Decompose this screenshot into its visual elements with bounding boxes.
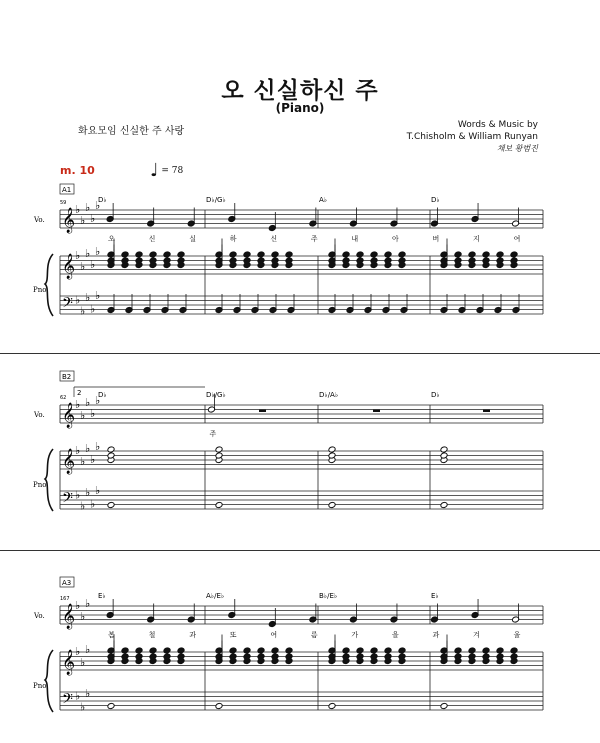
flat-sign: ♭ bbox=[75, 645, 81, 658]
note-head bbox=[107, 703, 115, 710]
flat-sign: ♭ bbox=[80, 304, 86, 318]
chord-symbol: A♭ bbox=[319, 196, 328, 204]
piano-label: Pno. bbox=[33, 481, 49, 489]
note-head bbox=[215, 502, 223, 509]
chord-symbol: A♭/E♭ bbox=[206, 592, 225, 600]
note-head bbox=[121, 647, 129, 654]
voice-label: Vo. bbox=[34, 612, 45, 620]
note-head bbox=[328, 502, 336, 509]
note-head bbox=[243, 251, 251, 258]
chord-symbol: D♭ bbox=[98, 391, 107, 399]
rehearsal-mark: B2 bbox=[62, 373, 72, 381]
flat-sign: ♭ bbox=[75, 599, 81, 612]
note-head bbox=[510, 251, 518, 258]
note-head bbox=[229, 251, 237, 258]
note-head bbox=[229, 647, 237, 654]
chord-symbol: D♭/G♭ bbox=[206, 196, 226, 204]
whole-rest bbox=[483, 410, 490, 413]
note-head bbox=[163, 251, 171, 258]
note-head bbox=[149, 251, 157, 258]
flat-sign: ♭ bbox=[75, 689, 81, 703]
flat-sign: ♭ bbox=[90, 453, 96, 466]
arrangement-note: 화요모임 신실한 주 사랑 bbox=[78, 126, 185, 137]
lyric-syllable: 주 bbox=[310, 235, 318, 243]
note-head bbox=[370, 251, 378, 258]
whole-rest bbox=[373, 410, 380, 413]
piano-brace bbox=[45, 449, 53, 511]
flat-sign: ♭ bbox=[80, 409, 86, 422]
flat-sign: ♭ bbox=[85, 486, 91, 499]
note-head bbox=[496, 251, 504, 258]
note-head bbox=[342, 647, 350, 654]
note-head bbox=[149, 647, 157, 654]
note-head bbox=[121, 251, 129, 258]
note-head bbox=[135, 647, 143, 654]
flat-sign: ♭ bbox=[90, 302, 96, 316]
lyric-syllable: 신 bbox=[148, 235, 156, 243]
lyric-syllable: 오 bbox=[108, 235, 115, 243]
rehearsal-mark: A1 bbox=[62, 186, 72, 194]
score-title: 오 신실하신 주 bbox=[221, 78, 379, 104]
note-head bbox=[440, 446, 448, 453]
lyric-syllable: 아 bbox=[391, 235, 399, 243]
bass-clef-icon: 𝄢 bbox=[62, 490, 73, 510]
chord-symbol: D♭ bbox=[98, 196, 107, 204]
note-head bbox=[384, 251, 392, 258]
measure-number: 59 bbox=[60, 200, 67, 206]
chord-symbol: E♭ bbox=[98, 592, 106, 600]
treble-clef-icon: 𝄞 bbox=[62, 208, 76, 233]
lyric-syllable: 신 bbox=[270, 235, 278, 243]
flat-sign: ♭ bbox=[95, 394, 101, 407]
lyric-syllable: 버 bbox=[432, 235, 440, 243]
note-head bbox=[454, 647, 462, 654]
lyric-syllable: 을 bbox=[391, 631, 399, 639]
measure-number: 167 bbox=[60, 596, 70, 602]
note-head bbox=[328, 703, 336, 710]
chord-symbol: E♭ bbox=[431, 592, 439, 600]
chord-symbol: D♭/A♭ bbox=[319, 391, 339, 399]
note-head bbox=[440, 502, 448, 509]
treble-clef-icon: 𝄞 bbox=[62, 449, 76, 474]
note-head bbox=[384, 647, 392, 654]
flat-sign: ♭ bbox=[95, 289, 101, 302]
chord-symbol: B♭/E♭ bbox=[319, 592, 338, 600]
flat-sign: ♭ bbox=[80, 455, 86, 468]
flat-sign: ♭ bbox=[95, 484, 101, 497]
treble-clef-icon: 𝄞 bbox=[62, 650, 76, 675]
lyric-syllable: 주 bbox=[209, 430, 217, 438]
credits-line-2: T.Chisholm & William Runyan bbox=[406, 132, 538, 142]
piano-brace bbox=[45, 650, 53, 712]
note-head bbox=[342, 251, 350, 258]
flat-sign: ♭ bbox=[85, 442, 91, 455]
note-head bbox=[177, 647, 185, 654]
lyric-syllable: 여 bbox=[513, 235, 521, 243]
lyric-syllable: 가 bbox=[351, 631, 359, 639]
treble-clef-icon: 𝄞 bbox=[62, 403, 76, 428]
flat-sign: ♭ bbox=[85, 396, 91, 409]
note-head bbox=[107, 446, 115, 453]
flat-sign: ♭ bbox=[85, 291, 91, 304]
chord-symbol: D♭/G♭ bbox=[206, 391, 226, 399]
note-head bbox=[163, 647, 171, 654]
note-head bbox=[257, 251, 265, 258]
treble-clef-icon: 𝄞 bbox=[62, 254, 76, 279]
voice-label: Vo. bbox=[34, 411, 45, 419]
flat-sign: ♭ bbox=[75, 398, 81, 411]
note-head bbox=[215, 703, 223, 710]
flat-sign: ♭ bbox=[80, 700, 86, 714]
quarter-note-icon: ♩ bbox=[150, 160, 159, 181]
flat-sign: ♭ bbox=[95, 245, 101, 258]
piano-brace bbox=[45, 254, 53, 316]
note-head bbox=[177, 251, 185, 258]
transcriber: 채보 황범진 bbox=[496, 144, 538, 153]
flat-sign: ♭ bbox=[85, 201, 91, 214]
flat-sign: ♭ bbox=[75, 488, 81, 502]
flat-sign: ♭ bbox=[75, 444, 81, 457]
flat-sign: ♭ bbox=[80, 610, 86, 623]
rehearsal-mark: A3 bbox=[62, 579, 72, 587]
tempo-value: = 78 bbox=[161, 166, 184, 176]
flat-sign: ♭ bbox=[85, 643, 91, 656]
flat-sign: ♭ bbox=[80, 214, 86, 227]
credits-line-1: Words & Music by bbox=[457, 120, 538, 130]
note-head bbox=[356, 251, 364, 258]
note-head bbox=[285, 251, 293, 258]
treble-clef-icon: 𝄞 bbox=[62, 604, 76, 629]
lyric-syllable: 과 bbox=[432, 631, 440, 639]
flat-sign: ♭ bbox=[90, 497, 96, 511]
flat-sign: ♭ bbox=[85, 247, 91, 260]
lyric-syllable: 름 bbox=[310, 631, 318, 639]
flat-sign: ♭ bbox=[75, 249, 81, 262]
note-head bbox=[454, 251, 462, 258]
flat-sign: ♭ bbox=[90, 258, 96, 271]
note-head bbox=[243, 647, 251, 654]
lyric-syllable: 실 bbox=[189, 235, 196, 243]
lyric-syllable: 하 bbox=[229, 235, 237, 243]
note-head bbox=[215, 446, 223, 453]
note-head bbox=[257, 647, 265, 654]
note-head bbox=[468, 251, 476, 258]
lyric-syllable: 철 bbox=[148, 631, 156, 639]
bass-clef-icon: 𝄢 bbox=[62, 295, 73, 315]
flat-sign: ♭ bbox=[85, 597, 91, 610]
flat-sign: ♭ bbox=[95, 199, 101, 212]
bass-clef-icon: 𝄢 bbox=[62, 691, 73, 711]
flat-sign: ♭ bbox=[75, 293, 81, 307]
whole-rest bbox=[259, 410, 266, 413]
flat-sign: ♭ bbox=[90, 212, 96, 225]
flat-sign: ♭ bbox=[95, 440, 101, 453]
note-head bbox=[496, 647, 504, 654]
flat-sign: ♭ bbox=[75, 203, 81, 216]
lyric-syllable: 내 bbox=[351, 235, 359, 243]
volta-number: 2 bbox=[77, 389, 82, 397]
voice-label: Vo. bbox=[34, 216, 45, 224]
lyric-syllable: 울 bbox=[513, 631, 521, 639]
note-head bbox=[510, 647, 518, 654]
chord-symbol: D♭ bbox=[431, 196, 440, 204]
lyric-syllable: 겨 bbox=[473, 631, 480, 639]
note-head bbox=[398, 251, 406, 258]
note-head bbox=[271, 647, 279, 654]
flat-sign: ♭ bbox=[90, 407, 96, 420]
note-head bbox=[328, 446, 336, 453]
flat-sign: ♭ bbox=[80, 499, 86, 513]
note-head bbox=[356, 647, 364, 654]
lyric-syllable: 여 bbox=[270, 631, 278, 639]
piano-label: Pno. bbox=[33, 286, 49, 294]
lyric-syllable: 봄 bbox=[108, 631, 115, 639]
lyric-syllable: 과 bbox=[189, 631, 196, 639]
note-head bbox=[271, 251, 279, 258]
chord-symbol: D♭ bbox=[431, 391, 440, 399]
flat-sign: ♭ bbox=[80, 260, 86, 273]
note-head bbox=[107, 502, 115, 509]
note-head bbox=[482, 251, 490, 258]
piano-label: Pno. bbox=[33, 682, 49, 690]
lyric-syllable: 지 bbox=[473, 235, 480, 243]
note-head bbox=[398, 647, 406, 654]
note-head bbox=[370, 647, 378, 654]
note-head bbox=[440, 703, 448, 710]
note-head bbox=[285, 647, 293, 654]
lyric-syllable: 또 bbox=[229, 631, 237, 639]
note-head bbox=[468, 647, 476, 654]
note-head bbox=[135, 251, 143, 258]
note-head bbox=[482, 647, 490, 654]
measure-number: 62 bbox=[60, 395, 67, 401]
flat-sign: ♭ bbox=[85, 687, 91, 700]
score-subtitle: (Piano) bbox=[275, 101, 325, 115]
flat-sign: ♭ bbox=[80, 656, 86, 669]
measure-tag: m. 10 bbox=[60, 164, 95, 177]
